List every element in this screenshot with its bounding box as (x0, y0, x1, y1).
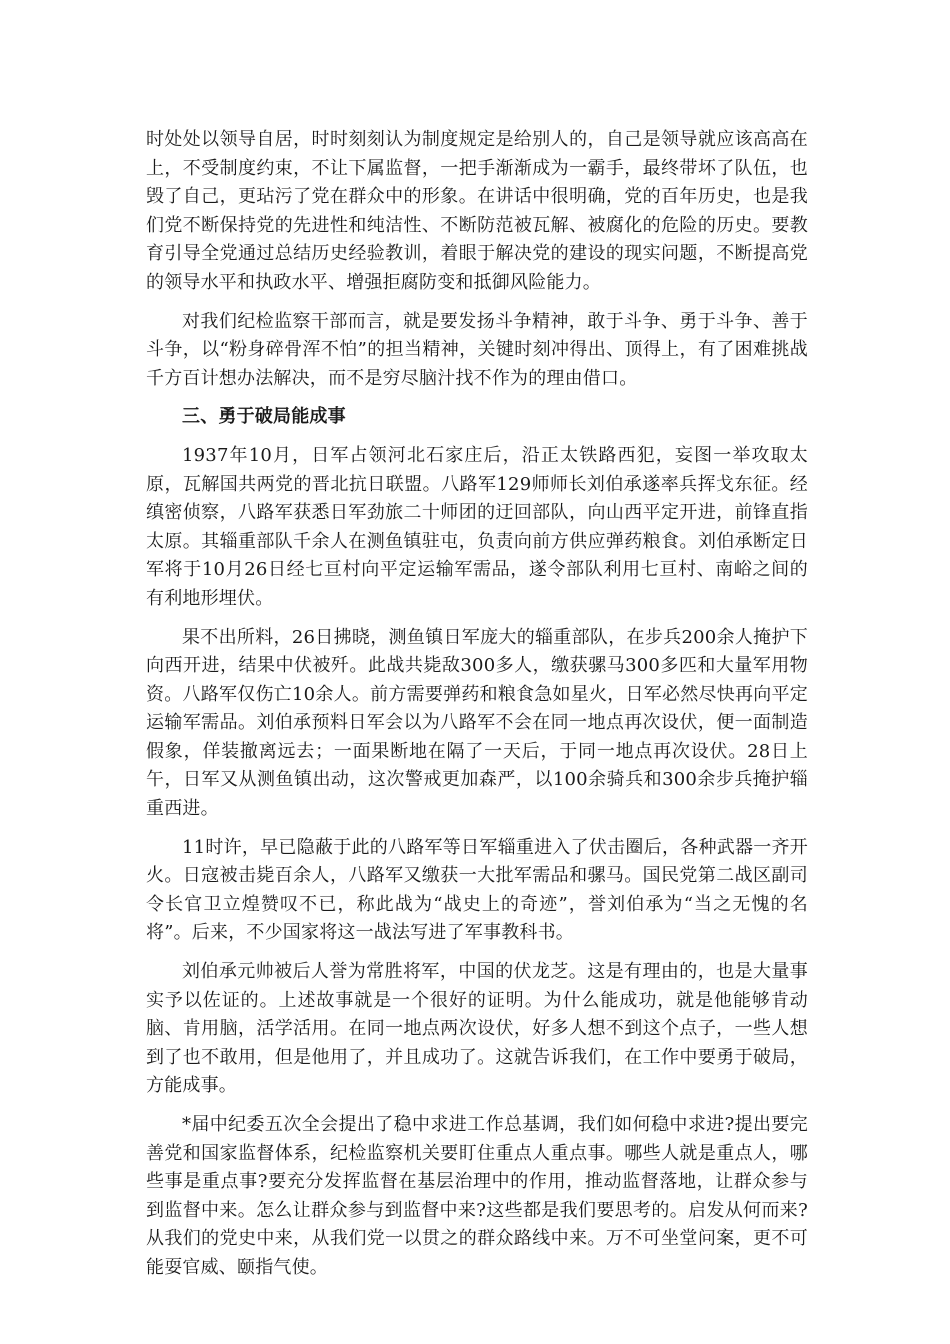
document-body (146, 126, 808, 1293)
paragraph-continued: 时处处以领导自居，时时刻刻认为制度规定是给别人的，自己是领导就应该高高在上，不受制度约束，不让下属监督，一把手渐渐成为一霸手，最终带坏了队伍，也毁了自己，更玷污了党在群众中的形象。在讲话中很明确，党的百年历史，也是我们党不断保持党的先进性和纯洁性、不断防范被瓦解、被腐化的危险的历史。要教育引导全党通过总结历史经验教训，着眼于解决党的建设的现实问题，不断提高党的领导水平和执政水平、增强拒腐防变和抵御风险能力。 (146, 129, 808, 293)
paragraph: 对我们纪检监察干部而言，就是要发扬斗争精神，敢于斗争、勇于斗争、善于斗争，以“粉身碎骨浑不怕”的担当精神，关键时刻冲得出、顶得上，有了困难挑战千方百计想办法解决，而不是穷尽脑汁找不作为的理由借口。 (146, 310, 808, 389)
paragraph: 刘伯承元帅被后人誉为常胜将军，中国的伏龙芝。这是有理由的，也是大量事实予以佐证的。上述故事就是一个很好的证明。为什么能成功，就是他能够肯动脑、肯用脑，活学活用。在同一地点两次设伏，好多人想不到这个点子，一些人想到了也不敢用，但是他用了，并且成功了。这就告诉我们，在工作中要勇于破局，方能成事。 (146, 961, 808, 1097)
paragraph: 11时许，早已隐蔽于此的八路军等日军辎重进入了伏击圈后，各种武器一齐开火。日寇被击毙百余人，八路军又缴获一大批军需品和骡马。国民党第二战区副司令长官卫立煌赞叹不已，称此战为“战史上的奇迹”，誉刘伯承为“当之无愧的名将”。后来，不少国家将这一战法写进了军事教科书。 (146, 836, 808, 944)
paragraph: 1937年10月，日军占领河北石家庄后，沿正太铁路西犯，妄图一举攻取太原，瓦解国共两党的晋北抗日联盟。八路军129师师长刘伯承遂率兵挥戈东征。经缜密侦察，八路军获悉日军劲旅二十师团的迂回部队，向山西平定开进，前锋直指太原。其辎重部队千余人在测鱼镇驻屯，负责向前方供应弹药粮食。刘伯承断定日军将于10月26日经七亘村向平定运输军需品，遂令部队利用七亘村、南峪之间的有利地形埋伏。 (146, 444, 808, 609)
paragraph: 果不出所料，26日拂晓，测鱼镇日军庞大的辎重部队，在步兵200余人掩护下向西开进，结果中伏被歼。此战共毙敌300多人，缴获骡马300多匹和大量军用物资。八路军仅伤亡10余人。前方需要弹药和粮食急如星火，日军必然尽快再向平定运输军需品。刘伯承预料日军会以为八路军不会在同一地点再次设伏，便一面制造假象，佯装撤离远去；一面果断地在隔了一天后，于同一地点再次设伏。28日上午，日军又从测鱼镇出动，这次警戒更加森严，以100余骑兵和300余步兵掩护辎重西进。 (146, 626, 808, 820)
paragraph: *届中纪委五次全会提出了稳中求进工作总基调，我们如何稳中求进?提出要完善党和国家监督体系，纪检监察机关要盯住重点人重点事。哪些人就是重点人，哪些事是重点事?要充分发挥监督在基层治理中的作用，推动监督落地，让群众参与到监督中来。怎么让群众参与到监督中来?这些都是我们要思考的。启发从何而来?从我们的党史中来，从我们党一以贯之的群众路线中来。万不可坐堂问案，更不可能耍官威、颐指气使。 (146, 1114, 808, 1278)
section-heading: 三、勇于破局能成事 (182, 406, 346, 428)
